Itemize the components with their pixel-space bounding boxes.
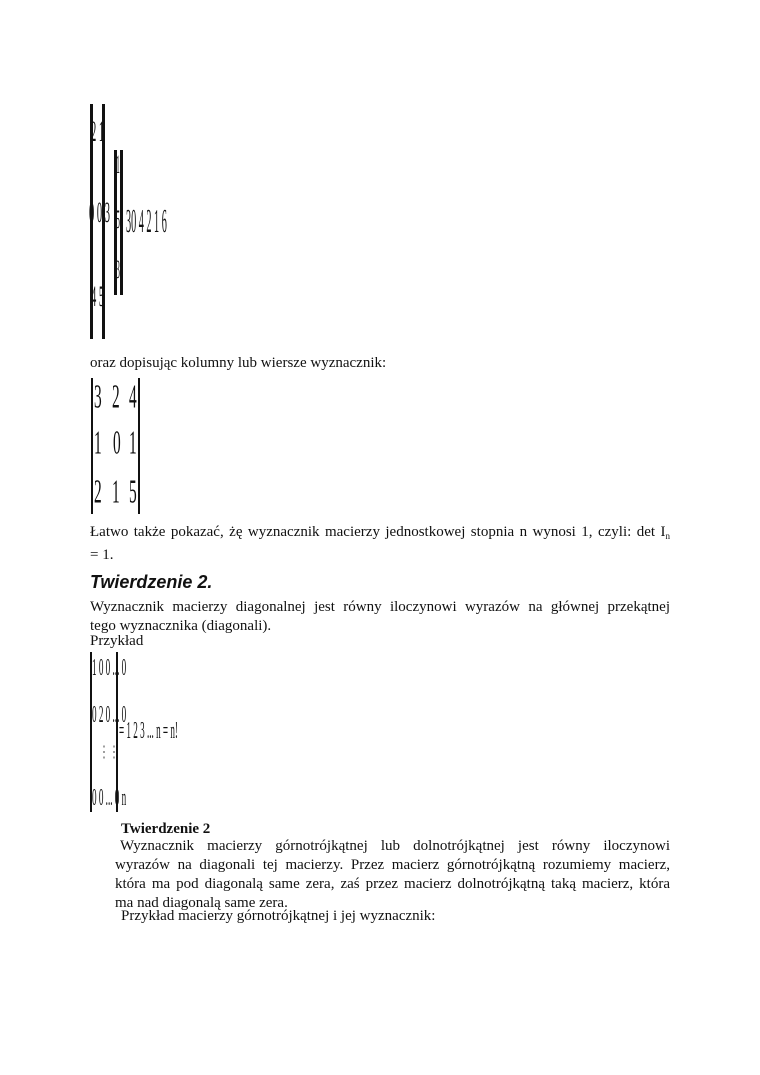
paragraph-2-line-1: Łatwo także pokazać, żę wyznacznik macierzy jednostkowej stopnia n wynosi 1, czyli: $\det I_n$: [90, 524, 670, 541]
matrix-top-result: 30 4 2 1 6: [126, 203, 167, 240]
matrix-cell: 2: [112, 378, 120, 416]
diag-row: 1 0 0 ... 0: [92, 655, 127, 681]
example-label: Przykład: [90, 633, 144, 649]
theorem-2-text: [90, 598, 670, 636]
theorem-2-line-1: Wyznacznik macierzy diagonalnej jest równy iloczynowi wyrazów na głównej przekątnej: [90, 599, 670, 615]
matrix-cell: 2: [94, 473, 102, 511]
matrix-top-right-bar-b: [120, 150, 123, 295]
matrix-top-cell: 5: [116, 205, 120, 234]
theorem-2b-line-2: wyrazów na diagonali tej macierzy. Przez macierz górnotrójkątną rozumiemy macierz,: [115, 857, 670, 873]
theorem-2b-example: Przykład macierzy górnotrójkątnej i jej wyznacznik:: [121, 908, 436, 924]
theorem-2b-text: [115, 837, 670, 913]
theorem-2b-line-3: która ma pod diagonalą same zera, zaś przez macierz dolnotrójkątną taką macierz, która: [115, 876, 670, 892]
matrix-cell: 5: [129, 473, 137, 511]
subscript-n: n: [665, 531, 670, 541]
heading-theorem-2: Twierdzenie 2.: [90, 572, 213, 592]
matrix-top-cell: 3: [116, 255, 120, 284]
matrix-cell: 4: [129, 378, 137, 416]
determinant-right-bar: [138, 378, 140, 514]
paragraph-2: [90, 523, 670, 565]
paragraph-1: oraz dopisując kolumny lub wiersze wyznacznik:: [90, 355, 387, 371]
diag-row: ⋮ ⋮: [100, 744, 118, 761]
theorem-2b-title: Twierdzenie 2: [121, 821, 211, 837]
paragraph-2-line-2: = 1.: [90, 547, 114, 563]
matrix-cell: 1: [129, 424, 137, 462]
diag-row: 0 2 0 ... 0: [92, 702, 127, 728]
theorem-2b-line-4: ma nad diagonalą same zera.: [115, 895, 288, 911]
matrix-top-cell: 0 0 3: [89, 196, 110, 229]
theorem-2b-line-1: Wyznacznik macierzy górnotrójkątnej lub dolnotrójkątnej jest równy iloczynowi: [120, 838, 670, 854]
matrix-cell: 1: [112, 473, 120, 511]
matrix-cell: 1: [94, 424, 102, 462]
matrix-cell: 0: [113, 424, 121, 462]
matrix-top-cell: 4 5: [91, 280, 105, 313]
diag-row: 0 0 ... 0 n: [92, 785, 127, 811]
matrix-top-cell: 2 1: [91, 115, 105, 148]
determinant-left-bar: [91, 378, 93, 514]
matrix-cell: 3: [94, 378, 102, 416]
theorem-2-line-2: tego wyznacznika (diagonali).: [90, 618, 272, 634]
matrix-top-cell: 1: [116, 150, 120, 179]
diag-result: = 1 2 3 ... n = n!: [119, 718, 178, 744]
